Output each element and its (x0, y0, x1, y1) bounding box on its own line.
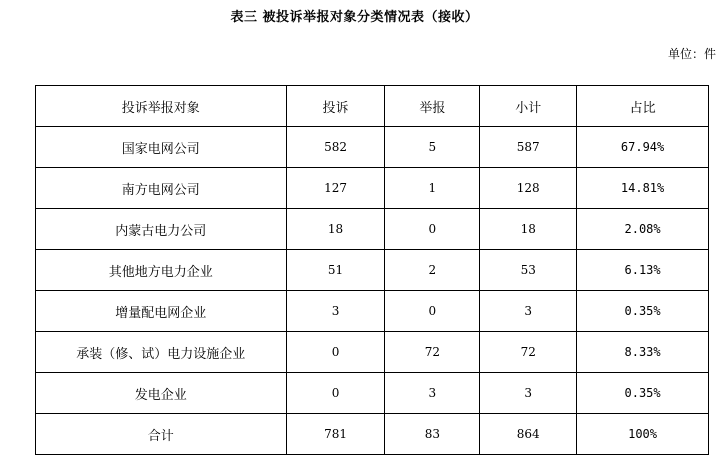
row-reports: 0 (385, 291, 480, 332)
row-reports: 1 (385, 168, 480, 209)
row-reports: 3 (385, 373, 480, 414)
table-row (36, 291, 709, 332)
row-name: 增量配电网企业 (36, 291, 287, 332)
row-share: 6.13% (577, 250, 709, 291)
row-complaints: 51 (286, 250, 385, 291)
row-name: 发电企业 (36, 373, 287, 414)
table-row (36, 209, 709, 250)
row-share: 8.33% (577, 332, 709, 373)
row-name: 合计 (36, 414, 287, 455)
row-subtotal: 53 (480, 250, 577, 291)
row-reports: 83 (385, 414, 480, 455)
table-row (36, 250, 709, 291)
header-target: 投诉举报对象 (36, 86, 287, 127)
row-reports: 72 (385, 332, 480, 373)
row-complaints: 582 (286, 127, 385, 168)
row-share: 0.35% (577, 291, 709, 332)
row-complaints: 0 (286, 373, 385, 414)
table-total-row (36, 414, 709, 455)
row-reports: 0 (385, 209, 480, 250)
table-header-row (36, 86, 709, 127)
table-row (36, 127, 709, 168)
table-title: 表三 被投诉举报对象分类情况表（接收） (230, 10, 479, 25)
table-row (36, 373, 709, 414)
row-subtotal: 72 (480, 332, 577, 373)
row-name: 承装（修、试）电力设施企业 (36, 332, 287, 373)
row-reports: 5 (385, 127, 480, 168)
row-name: 南方电网公司 (36, 168, 287, 209)
row-complaints: 18 (286, 209, 385, 250)
header-complaints: 投诉 (286, 86, 385, 127)
row-share: 14.81% (577, 168, 709, 209)
row-share: 67.94% (577, 127, 709, 168)
row-share: 0.35% (577, 373, 709, 414)
table-row (36, 168, 709, 209)
row-subtotal: 864 (480, 414, 577, 455)
row-subtotal: 3 (480, 291, 577, 332)
row-share: 100% (577, 414, 709, 455)
row-share: 2.08% (577, 209, 709, 250)
row-complaints: 781 (286, 414, 385, 455)
header-share: 占比 (577, 86, 709, 127)
row-subtotal: 3 (480, 373, 577, 414)
row-subtotal: 587 (480, 127, 577, 168)
header-reports: 举报 (385, 86, 480, 127)
unit-label: 单位：件 (668, 47, 716, 61)
row-complaints: 0 (286, 332, 385, 373)
header-subtotal: 小计 (480, 86, 577, 127)
row-subtotal: 128 (480, 168, 577, 209)
row-complaints: 127 (286, 168, 385, 209)
row-reports: 2 (385, 250, 480, 291)
complaint-target-table (35, 85, 709, 455)
row-name: 国家电网公司 (36, 127, 287, 168)
row-complaints: 3 (286, 291, 385, 332)
row-name: 内蒙古电力公司 (36, 209, 287, 250)
row-subtotal: 18 (480, 209, 577, 250)
row-name: 其他地方电力企业 (36, 250, 287, 291)
table-row (36, 332, 709, 373)
